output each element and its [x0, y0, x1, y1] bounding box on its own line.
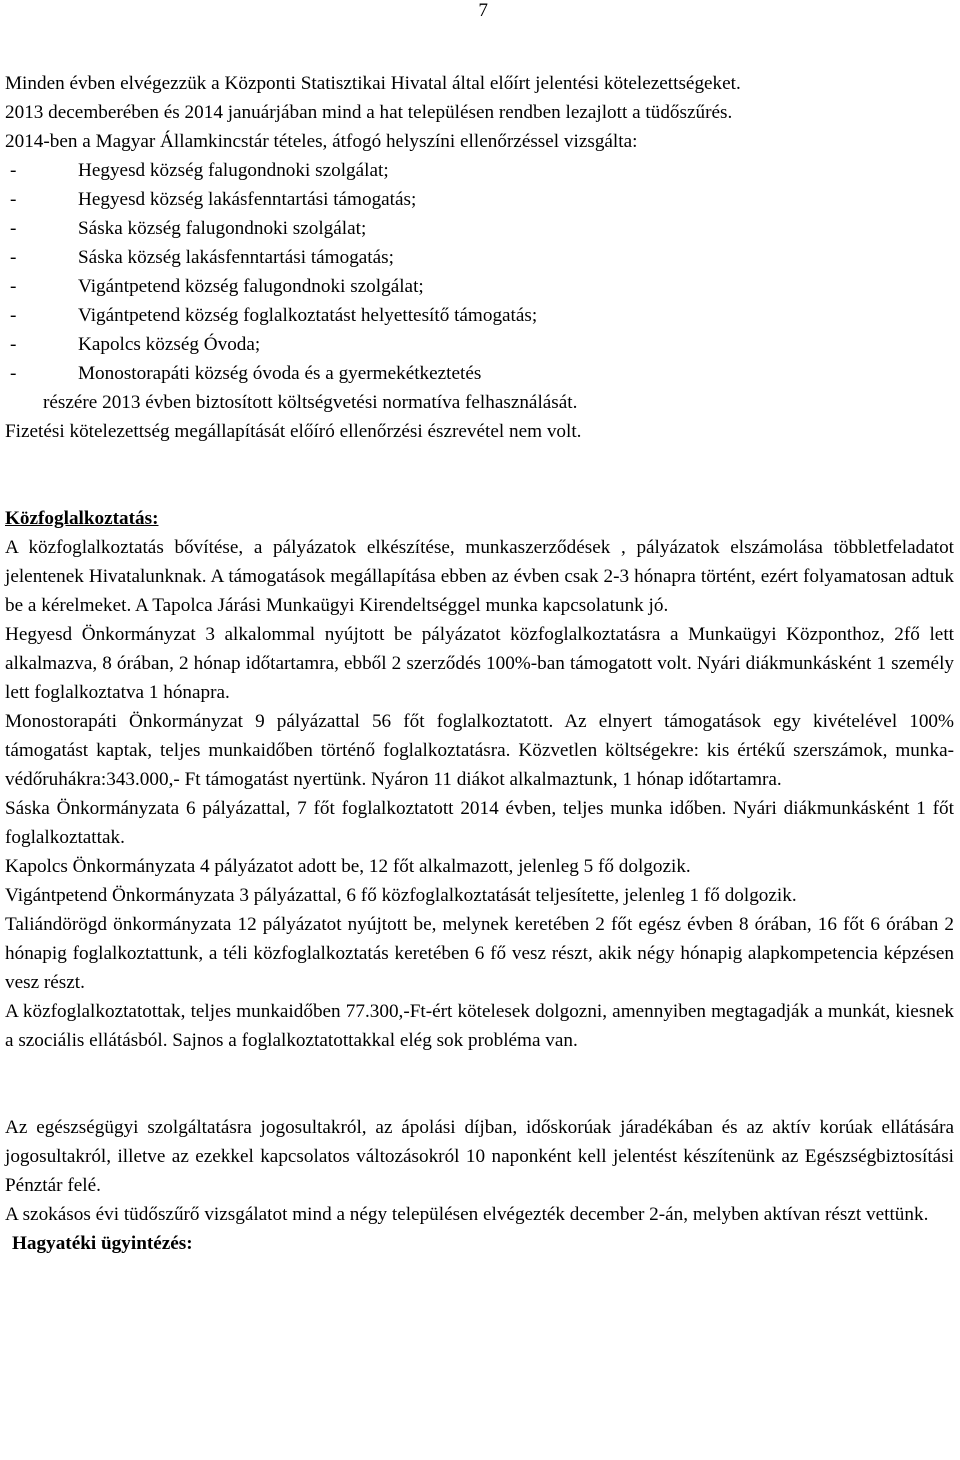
intro-paragraph-audit: 2014-ben a Magyar Államkincstár tételes, átfogó helyszíni ellenőrzéssel vizsgálta: [5, 131, 638, 152]
document-body [5, 69, 954, 1258]
screening-paragraph: A szokásos évi tüdőszűrő vizsgálatot mind a négy településen elvégezték december 2-án, melyben aktívan részt vettünk. [5, 1204, 929, 1225]
public-work-paragraph: Hegyesd Önkormányzat 3 alkalommal nyújtott be pályázatot közfoglalkoztatásra a Munkaügyi Központhoz, 2fő lett alkalmazva, 8 órában, 2 hónap időtartamra, ebből 2 szerződés 100%-ban támogatott volt. Nyári diákmunkásként 1 személy lett foglalkoztatva 1 hónapra. [5, 624, 954, 703]
public-work-paragraph: Taliándörögd önkormányzata 12 pályázatot nyújtott be, melynek keretében 2 főt egész évben 8 órában, 16 főt 6 órában 2 hónapig foglalkoztattunk, a téli közfoglalkoztatás keretében 6 fő vesz részt, akik négy hónapig alapkompetencia képzésen vesz részt. [5, 914, 954, 993]
intro-paragraph-screening: 2013 decemberében és 2014 januárjában mind a hat településen rendben lezajlott a tüdőszűrés. [5, 102, 733, 123]
dash-marker: - [10, 160, 17, 181]
dash-marker: - [10, 334, 17, 355]
dash-marker: - [10, 363, 17, 384]
public-work-paragraph: A közfoglalkoztatás bővítése, a pályázatok elkészítése, munkaszerződések , pályázatok elszámolása többletfeladatot jelentenek Hivatalunknak. A támogatások megállapítása ebben az évben csak 2-3 hónapra történt, ezért folyamatosan adtuk be a kérelmeket. A Tapolca Járási Munkaügyi Kirendeltséggel munka kapcsolatunk jó. [5, 537, 954, 616]
list-item: - Hegyesd község falugondnoki szolgálat; [5, 156, 954, 185]
audit-result: Fizetési kötelezettség megállapítását előíró ellenőrzési észrevétel nem volt. [5, 421, 582, 442]
list-item: - Vigántpetend község falugondnoki szolgálat; [5, 272, 954, 301]
list-item: - Sáska község falugondnoki szolgálat; [5, 214, 954, 243]
list-item: - Kapolcs község Óvoda; [5, 330, 954, 359]
public-work-paragraph: Monostorapáti Önkormányzat 9 pályázattal 56 főt foglalkoztatott. Az elnyert támogatások egy kivételével 100% támogatást kaptak, teljes munkaidőben történő foglalkoztatásra. Közvetlen költségekre: kis értékű szerszámok, munka- védőruhákra:343.000,- Ft támogatást nyertünk. Nyáron 11 diákot alkalmaztunk, 1 hónap időtartamra. [5, 711, 954, 790]
list-item: - Sáska község lakásfenntartási támogatás; [5, 243, 954, 272]
list-item: - Hegyesd község lakásfenntartási támogatás; [5, 185, 954, 214]
section-heading-public-work: Közfoglalkoztatás: [5, 508, 159, 529]
health-report-paragraph: Az egészségügyi szolgáltatásra jogosultakról, az ápolási díjban, időskorúak járadékában és az aktív korúak ellátására jogosultakról, illetve az ezekkel kapcsolatos változásokról 10 naponként kell jelentést készítenünk az Egészségbiztosítási Pénztár felé. [5, 1117, 954, 1196]
list-item: - Vigántpetend község foglalkoztatást helyettesítő támogatás; [5, 301, 954, 330]
dash-marker: - [10, 247, 17, 268]
public-work-paragraph: Vigántpetend Önkormányzata 3 pályázattal, 6 fő közfoglalkoztatását teljesítette, jelenleg 1 fő dolgozik. [5, 885, 797, 906]
audit-list-tail: részére 2013 évben biztosított költségvetési normatíva felhasználását. [43, 392, 578, 413]
public-work-paragraph: Kapolcs Önkormányzata 4 pályázatot adott be, 12 főt alkalmazott, jelenleg 5 fő dolgozik. [5, 856, 691, 877]
public-work-paragraph: Sáska Önkormányzata 6 pályázattal, 7 főt foglalkoztatott 2014 évben, teljes munka időben. Nyári diákmunkásként 1 főt foglalkoztattak. [5, 798, 954, 848]
dash-marker: - [10, 189, 17, 210]
dash-marker: - [10, 305, 17, 326]
section-heading-inheritance: Hagyatéki ügyintézés: [12, 1233, 193, 1254]
audit-list [5, 156, 954, 388]
public-work-paragraph: A közfoglalkoztatottak, teljes munkaidőben 77.300,-Ft-ért kötelesek dolgozni, amennyiben megtagadják a munkát, kiesnek a szociális ellátásból. Sajnos a foglalkoztatottakkal elég sok probléma van. [5, 1001, 954, 1051]
dash-marker: - [10, 218, 17, 239]
page-number: 7 [478, 0, 488, 21]
dash-marker: - [10, 276, 17, 297]
list-item: - Monostorapáti község óvoda és a gyermekétkeztetés [5, 359, 954, 388]
intro-paragraph-statistics: Minden évben elvégezzük a Központi Statisztikai Hivatal által előírt jelentési kötelezettségeket. [5, 73, 741, 94]
